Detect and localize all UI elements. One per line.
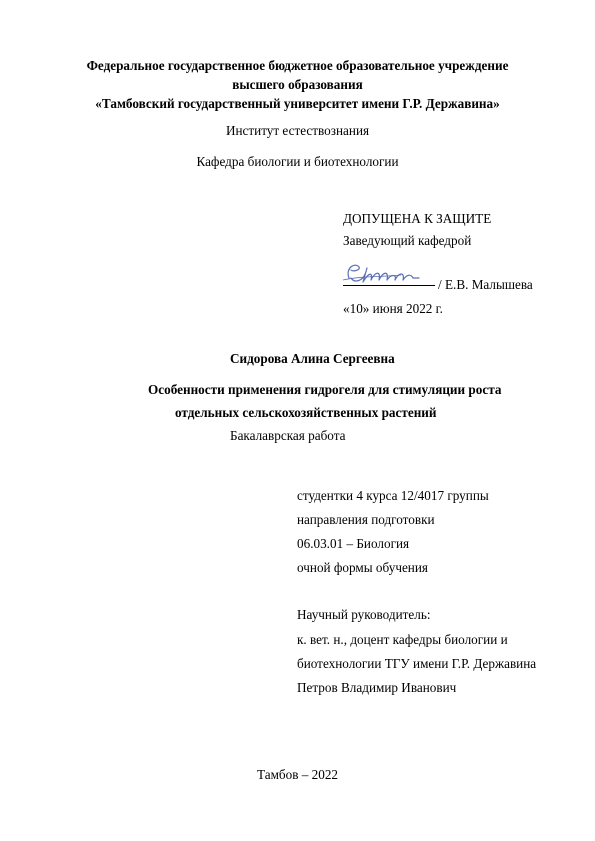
- institute-name: Институт естествознания: [225, 123, 370, 138]
- supervisor-line-1: к. вет. н., доцент кафедры биологии и: [297, 632, 508, 647]
- student-line-3: 06.03.01 – Биология: [297, 536, 410, 551]
- approval-status: ДОПУЩЕНА К ЗАЩИТЕ: [343, 211, 492, 226]
- thesis-title-line-2: отдельных сельскохозяйственных растений: [175, 405, 437, 420]
- institution-line-1: Федеральное государственное бюджетное образовательное учреждение: [86, 58, 509, 73]
- department-name: Кафедра биологии и биотехнологии: [196, 154, 399, 169]
- approval-signer: / Е.В. Малышева: [438, 277, 533, 292]
- handwritten-signature: [341, 258, 433, 288]
- approval-date: «10» июня 2022 г.: [343, 301, 443, 316]
- work-type: Бакалаврская работа: [230, 428, 346, 443]
- supervisor-label: Научный руководитель:: [297, 607, 431, 622]
- student-line-1: студентки 4 курса 12/4017 группы: [297, 488, 489, 503]
- student-line-2: направления подготовки: [297, 512, 435, 527]
- thesis-title-line-1: Особенности применения гидрогеля для стимуляции роста: [148, 382, 502, 397]
- signature-line: [343, 285, 435, 286]
- institution-line-3: «Тамбовский государственный университет имени Г.Р. Державина»: [95, 96, 500, 111]
- approval-role: Заведующий кафедрой: [343, 233, 472, 248]
- supervisor-line-2: биотехнологии ТГУ имени Г.Р. Державина: [297, 656, 537, 671]
- supervisor-name: Петров Владимир Иванович: [297, 680, 457, 695]
- student-line-4: очной формы обучения: [297, 560, 428, 575]
- institution-line-2: высшего образования: [232, 77, 363, 92]
- city-year: Тамбов – 2022: [256, 767, 339, 782]
- author-name: Сидорова Алина Сергеевна: [230, 351, 395, 366]
